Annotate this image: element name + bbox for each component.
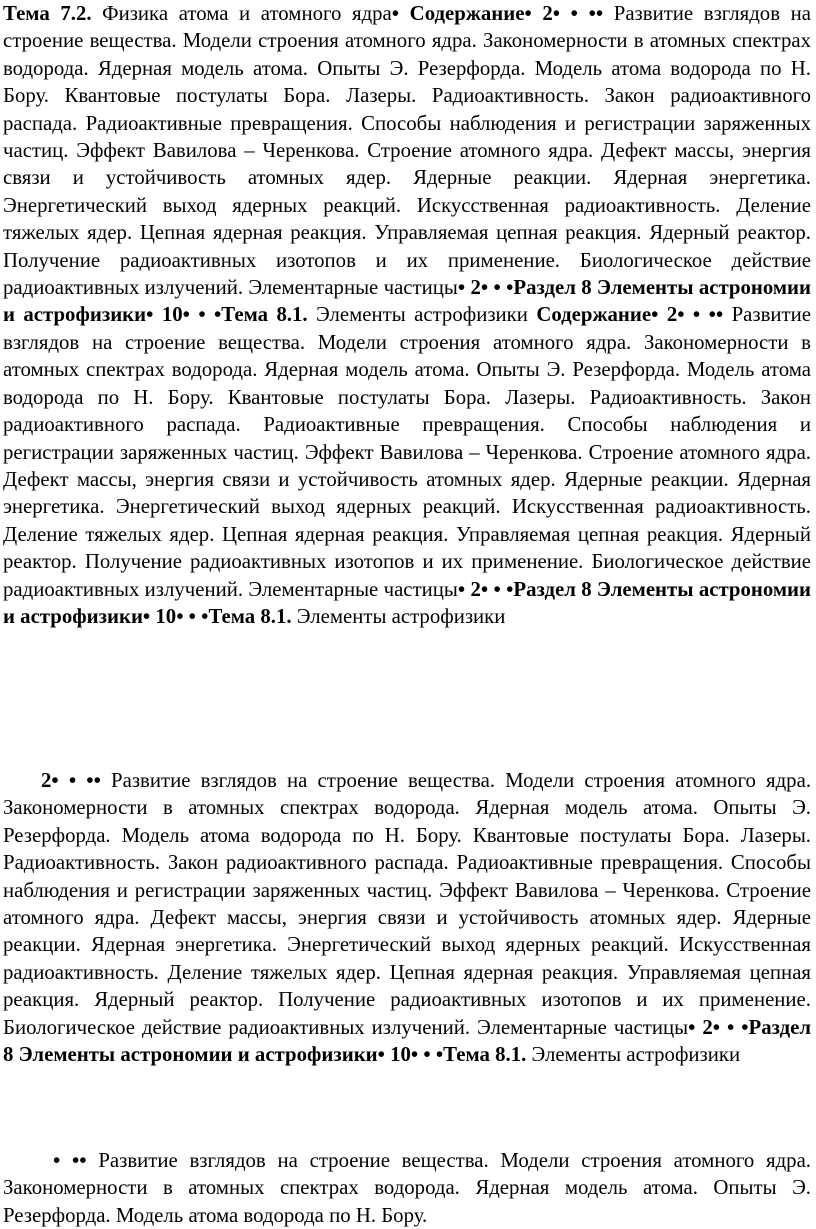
topic-title: Физика атома и атомного ядра — [91, 2, 392, 25]
paragraph-content-block — [3, 767, 811, 1068]
content-marker: 2• • •• — [41, 769, 101, 792]
content-text: Развитие взглядов на строение вещества. Модели строения атомного ядра. Закономерности в атомных спектрах водорода. Ядерная модель атома. Опыты Э. Резерфорда. Модель атома водорода по Н. Бору. Квантовые постулаты Бора. Лазеры. Радиоактивность. Закон радиоактивного распада. Радиоактивные превращения. Способы наблюдения и регистрации заряженных частиц. Эффект Вавилова – Черенкова. Строение атомного ядра. Дефект массы, энергия связи и устойчивость атомных ядер. Ядерные реакции. Ядерная энергетика. Энергетический выход ядерных реакций. Искусственная радиоактивность. Деление тяжелых ядер. Цепная ядерная реакция. Управляемая цепная реакция. Ядерный реактор. Получение радиоактивных изотопов и их применение. Биологическое действие радиоактивных излучений. Элементарные частицы — [3, 2, 811, 300]
section-heading: • 2• • •Раздел 8 Элементы астрономии и астрофизики• 10• • •Тема 8.1. — [3, 577, 811, 628]
topic-title: Элементы астрофизики — [526, 1043, 741, 1067]
content-marker: • •• — [53, 1149, 87, 1172]
content-marker: Содержание• 2• • •• — [536, 303, 724, 327]
paragraph-content-block — [3, 1147, 811, 1229]
topic-title: Элементы астрофизики — [307, 303, 537, 327]
paragraph-topic-7-2 — [3, 0, 811, 630]
content-text: Развитие взглядов на строение вещества. Модели строения атомного ядра. Закономерности в атомных спектрах водорода. Ядерная модель атома. Опыты Э. Резерфорда. Модель атома водорода по Н. Бору. Квантовые постулаты Бора. Лазеры. Радиоактивность. Закон радиоактивного распада. Радиоактивные превращения. Способы наблюдения и регистрации заряженных частиц. Эффект Вавилова – Черенкова. Строение атомного ядра. Дефект массы, энергия связи и устойчивость атомных ядер. Ядерные реакции. Ядерная энергетика. Энергетический выход ядерных реакций. Искусственная радиоактивность. Деление тяжелых ядер. Цепная ядерная реакция. Управляемая цепная реакция. Ядерный реактор. Получение радиоактивных изотопов и их применение. Биологическое действие радиоактивных излучений. Элементарные частицы — [3, 303, 811, 601]
topic-title: Элементы астрофизики — [291, 604, 506, 628]
content-text: Развитие взглядов на строение вещества. Модели строения атомного ядра. Закономерности в атомных спектрах водорода. Ядерная модель атома. Опыты Э. Резерфорда. Модель атома водорода по Н. Бору. Квантовые постулаты Бора. Лазеры. Радиоактивность. Закон радиоактивного распада. Радиоактивные превращения. Способы наблюдения и регистрации заряженных частиц. Эффект Вавилова – Черенкова. Строение атомного ядра. Дефект массы, энергия связи и устойчивость атомных ядер. Ядерные реакции. Ядерная энергетика. Энергетический выход ядерных реакций. Искусственная радиоактивность. Деление тяжелых ядер. Цепная ядерная реакция. Управляемая цепная реакция. Ядерный реактор. Получение радиоактивных изотопов и их применение. Биологическое действие радиоактивных излучений. Элементарные частицы — [3, 769, 812, 1039]
content-text: Развитие взглядов на строение вещества. Модели строения атомного ядра. Закономерности в атомных спектрах водорода. Ядерная модель атома. Опыты Э. Резерфорда. Модель атома водорода по Н. Бору. — [3, 1149, 812, 1227]
section-heading: • 2• • •Раздел 8 Элементы астрономии и астрофизики• 10• • •Тема 8.1. — [3, 1015, 811, 1067]
topic-heading: Тема 7.2. — [3, 2, 92, 25]
content-marker: • Содержание• 2• • •• — [391, 2, 604, 25]
section-heading: • 2• • •Раздел 8 Элементы астрономии и астрофизики• 10• • •Тема 8.1. — [3, 276, 811, 327]
